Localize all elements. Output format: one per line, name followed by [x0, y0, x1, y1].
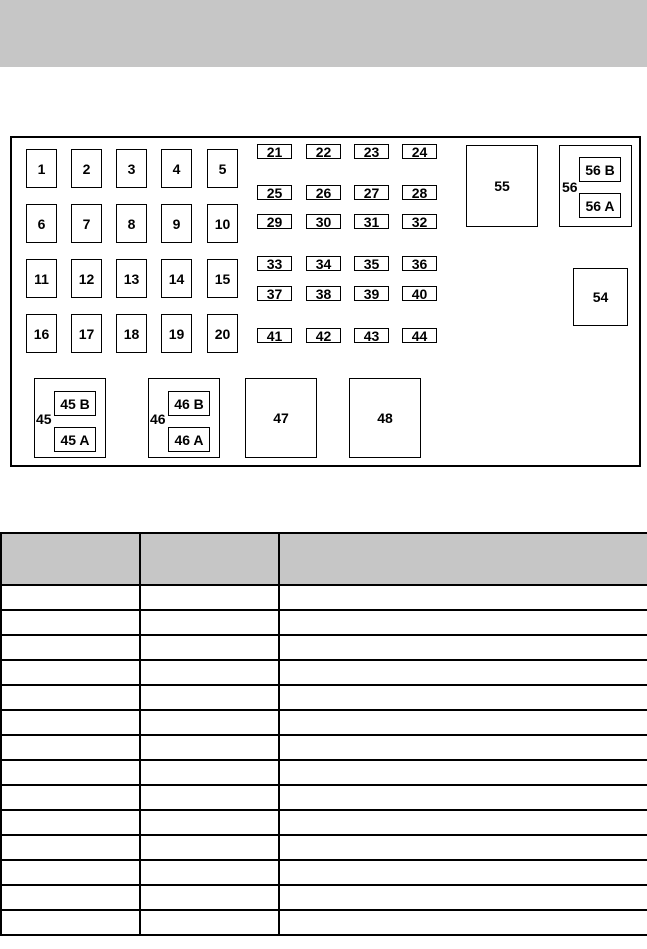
table-cell: [140, 860, 279, 885]
mini-fuse-44: 44: [402, 328, 437, 343]
mini-fuse-34: 34: [306, 256, 341, 271]
table-cell: [140, 635, 279, 660]
table-row: [1, 835, 647, 860]
table-cell: [1, 860, 140, 885]
mini-fuse-22: 22: [306, 144, 341, 159]
mini-fuse-33: 33: [257, 256, 292, 271]
table-row: [1, 585, 647, 610]
table-cell: [140, 585, 279, 610]
fuse-table: [0, 532, 647, 936]
table-cell: [279, 785, 647, 810]
relay-45-label: 45: [36, 411, 52, 427]
relay-47: 47: [245, 378, 317, 458]
table-cell: [279, 835, 647, 860]
table-row: [1, 635, 647, 660]
relay-55: 55: [466, 145, 538, 227]
table-cell: [140, 610, 279, 635]
mini-fuse-32: 32: [402, 214, 437, 229]
table-cell: [140, 835, 279, 860]
table-cell: [1, 610, 140, 635]
mini-fuse-43: 43: [354, 328, 389, 343]
table-cell: [140, 910, 279, 935]
table-cell: [140, 660, 279, 685]
fuse-14: 14: [161, 259, 192, 298]
fuse-11: 11: [26, 259, 57, 298]
table-cell: [140, 810, 279, 835]
fuse-1: 1: [26, 149, 57, 188]
fuse-7: 7: [71, 204, 102, 243]
fuse-9: 9: [161, 204, 192, 243]
mini-fuse-21: 21: [257, 144, 292, 159]
table-cell: [279, 735, 647, 760]
table-cell: [1, 885, 140, 910]
fuse-13: 13: [116, 259, 147, 298]
table-cell: [1, 660, 140, 685]
fuse-panel-diagram: [10, 136, 641, 467]
table-cell: [140, 685, 279, 710]
mini-fuse-38: 38: [306, 286, 341, 301]
table-cell: [279, 860, 647, 885]
table-cell: [1, 835, 140, 860]
table-cell: [140, 760, 279, 785]
fuse-20: 20: [207, 314, 238, 353]
table-cell: [140, 785, 279, 810]
fuse-12: 12: [71, 259, 102, 298]
table-row: [1, 760, 647, 785]
table-cell: [279, 685, 647, 710]
fuse-17: 17: [71, 314, 102, 353]
mini-fuse-40: 40: [402, 286, 437, 301]
relay-56b: 56 B: [579, 157, 621, 182]
table-row: [1, 735, 647, 760]
mini-fuse-29: 29: [257, 214, 292, 229]
mini-fuse-25: 25: [257, 185, 292, 200]
relay-46-label: 46: [150, 411, 166, 427]
mini-fuse-24: 24: [402, 144, 437, 159]
table-cell: [1, 810, 140, 835]
fuse-5: 5: [207, 149, 238, 188]
table-row: [1, 910, 647, 935]
mini-fuse-28: 28: [402, 185, 437, 200]
table-cell: [1, 735, 140, 760]
relay-56a: 56 A: [579, 193, 621, 218]
table-header-row: [1, 533, 647, 585]
mini-fuse-26: 26: [306, 185, 341, 200]
relay-54: 54: [573, 268, 628, 326]
table-cell: [140, 735, 279, 760]
table-cell: [140, 885, 279, 910]
mini-fuse-36: 36: [402, 256, 437, 271]
table-cell: [279, 610, 647, 635]
table-row: [1, 860, 647, 885]
table-cell: [279, 810, 647, 835]
table-header-cell: [1, 533, 140, 585]
table-cell: [279, 910, 647, 935]
mini-fuse-41: 41: [257, 328, 292, 343]
table-cell: [1, 710, 140, 735]
table-row: [1, 685, 647, 710]
table-header-cell: [279, 533, 647, 585]
table-cell: [1, 635, 140, 660]
mini-fuse-30: 30: [306, 214, 341, 229]
table-row: [1, 885, 647, 910]
fuse-19: 19: [161, 314, 192, 353]
table-row: [1, 785, 647, 810]
header-bar: [0, 0, 647, 67]
table-row: [1, 810, 647, 835]
mini-fuse-39: 39: [354, 286, 389, 301]
table-cell: [279, 660, 647, 685]
relay-46b: 46 B: [168, 391, 210, 416]
table-cell: [1, 685, 140, 710]
relay-45a: 45 A: [54, 427, 96, 452]
relay-56-label: 56: [562, 179, 578, 195]
fuse-15: 15: [207, 259, 238, 298]
mini-fuse-42: 42: [306, 328, 341, 343]
mini-fuse-31: 31: [354, 214, 389, 229]
relay-48: 48: [349, 378, 421, 458]
table-row: [1, 710, 647, 735]
fuse-16: 16: [26, 314, 57, 353]
fuse-4: 4: [161, 149, 192, 188]
table-row: [1, 610, 647, 635]
table-header-cell: [140, 533, 279, 585]
table-cell: [1, 910, 140, 935]
table-cell: [279, 585, 647, 610]
table-row: [1, 660, 647, 685]
fuse-3: 3: [116, 149, 147, 188]
fuse-2: 2: [71, 149, 102, 188]
relay-46a: 46 A: [168, 427, 210, 452]
table-cell: [279, 635, 647, 660]
table-cell: [1, 585, 140, 610]
table-cell: [279, 710, 647, 735]
fuse-8: 8: [116, 204, 147, 243]
table-cell: [1, 785, 140, 810]
fuse-6: 6: [26, 204, 57, 243]
mini-fuse-37: 37: [257, 286, 292, 301]
table-cell: [140, 710, 279, 735]
mini-fuse-35: 35: [354, 256, 389, 271]
fuse-18: 18: [116, 314, 147, 353]
fuse-10: 10: [207, 204, 238, 243]
table-cell: [279, 760, 647, 785]
relay-45b: 45 B: [54, 391, 96, 416]
mini-fuse-23: 23: [354, 144, 389, 159]
mini-fuse-27: 27: [354, 185, 389, 200]
table-cell: [279, 885, 647, 910]
table-cell: [1, 760, 140, 785]
